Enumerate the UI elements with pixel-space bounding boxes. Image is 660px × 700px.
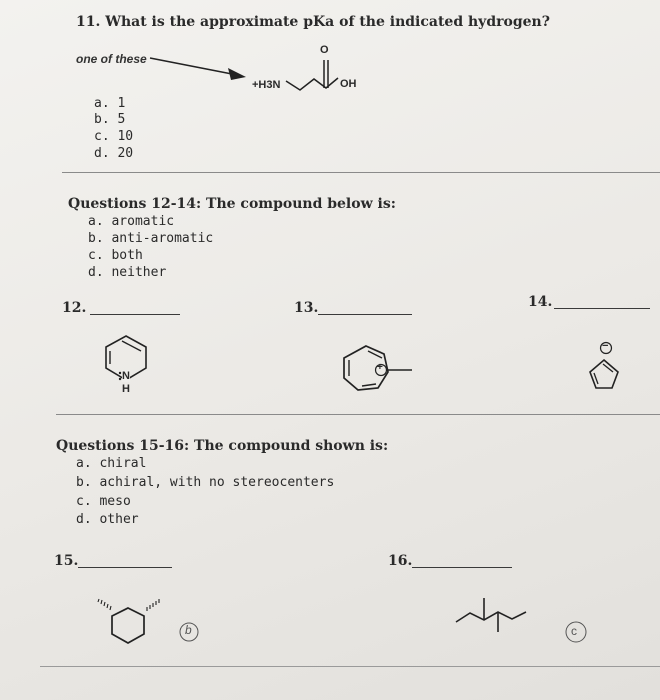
divider-3 xyxy=(40,666,660,667)
q12-nitrogen-label: N xyxy=(122,370,130,382)
q11-option-c: c. 10 xyxy=(94,129,134,144)
q12-14-option-a: a. aromatic xyxy=(88,214,175,229)
q11-pointer-label: one of these xyxy=(76,52,147,66)
q11-option-d: d. 20 xyxy=(94,146,134,161)
q13-label: 13. xyxy=(294,300,319,316)
q11-option-b: b. 5 xyxy=(94,112,126,127)
q14-label: 14. xyxy=(528,294,553,310)
q15-16-option-a: a. chiral xyxy=(76,456,147,471)
q16-label: 16. xyxy=(388,553,413,569)
q11-hydroxyl-label: OH xyxy=(340,78,357,90)
q15-16-option-b: b. achiral, with no stereocenters xyxy=(76,475,335,490)
q12-label: 12. xyxy=(62,300,87,316)
q15-16-option-d: d. other xyxy=(76,512,139,527)
q15-label: 15. xyxy=(54,553,79,569)
q11-ammonium-label: +H3N xyxy=(252,79,281,91)
q15-16-option-c: c. meso xyxy=(76,494,131,509)
q12-14-option-d: d. neither xyxy=(88,265,167,280)
q11-title: 11. What is the approximate pKa of the indicated hydrogen? xyxy=(76,14,550,30)
q12-14-title: Questions 12-14: The compound below is: xyxy=(68,196,396,212)
q12-hydrogen-label: H xyxy=(122,383,130,395)
q15-16-title: Questions 15-16: The compound shown is: xyxy=(56,438,389,454)
q12-14-option-b: b. anti-aromatic xyxy=(88,231,214,246)
q13-positive-charge: + xyxy=(377,362,383,373)
q14-negative-charge: − xyxy=(602,340,609,352)
q12-14-option-c: c. both xyxy=(88,248,143,263)
q16-handwritten-answer: c xyxy=(571,624,577,638)
q15-handwritten-answer: b xyxy=(185,623,192,637)
q11-option-a: a. 1 xyxy=(94,96,126,111)
q11-carbonyl-o: O xyxy=(320,44,329,56)
